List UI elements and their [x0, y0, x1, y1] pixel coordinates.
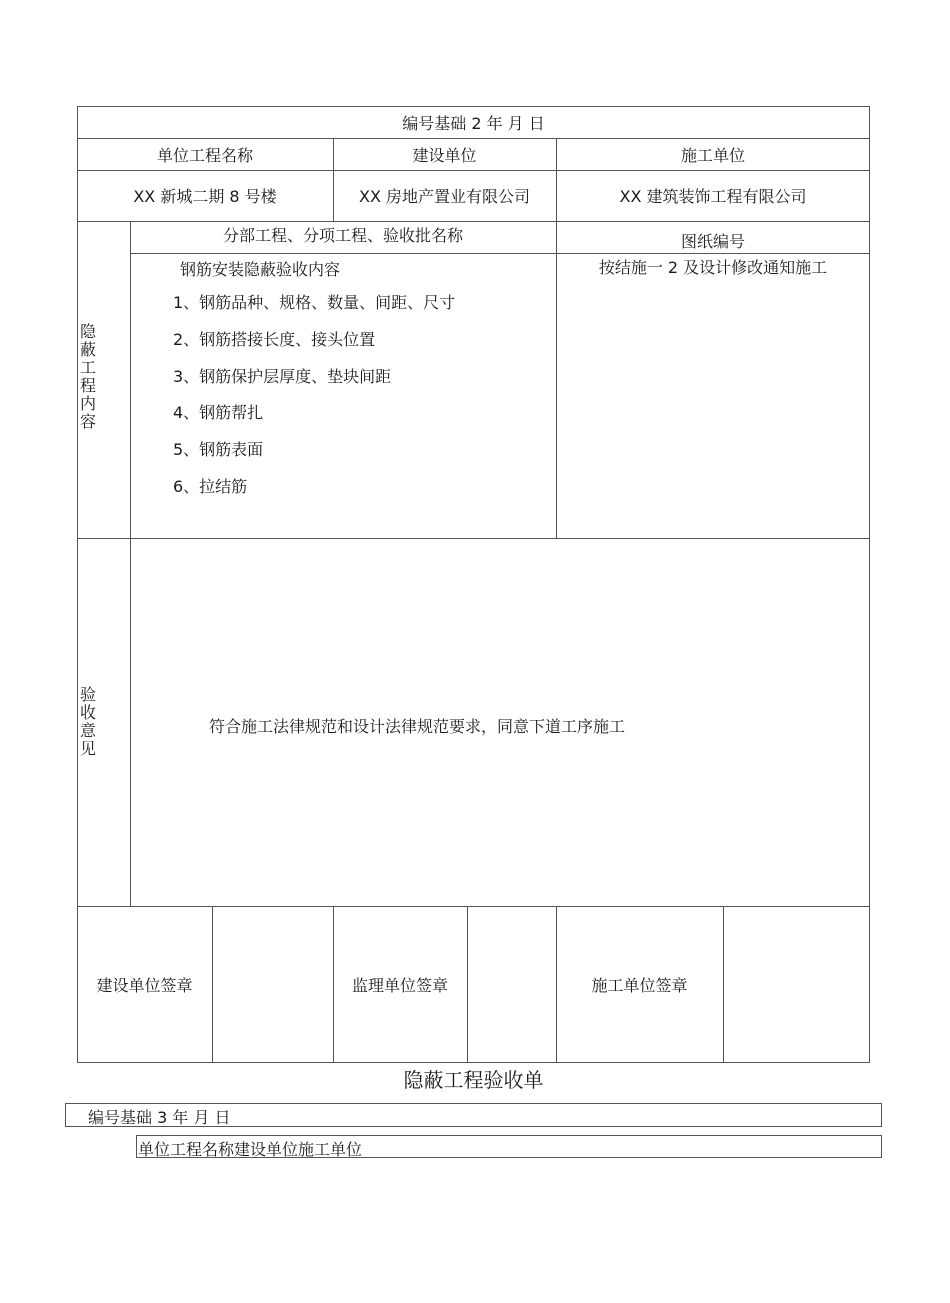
inspection-item: 4、钢筋帮扎 [173, 403, 264, 422]
form-title: 隐蔽工程验收单 [403, 1067, 544, 1092]
sub-header-item-name: 分部工程、分项工程、验收批名称 [222, 225, 463, 245]
sub-header-drawing-number: 图纸编号 [680, 231, 745, 251]
inspection-item: 6、拉结筋 [173, 477, 248, 496]
header-developer: 建设单位 [412, 145, 477, 165]
sign-label-contractor: 施工单位签章 [591, 976, 688, 995]
inspection-item-title: 钢筋安装隐蔽验收内容 [180, 260, 341, 279]
divider [77, 538, 870, 539]
sign-label-developer: 建设单位签章 [96, 976, 193, 995]
drawing-note: 按结施一 2 及设计修改通知施工 [598, 257, 828, 277]
inspection-item: 2、钢筋搭接长度、接头位置 [173, 330, 376, 349]
form2-header-line: 单位工程名称建设单位施工单位 [138, 1140, 363, 1159]
inspection-item: 3、钢筋保护层厚度、垫块间距 [173, 367, 392, 386]
header-contractor: 施工单位 [680, 145, 745, 165]
value-contractor: XX 建筑装饰工程有限公司 [619, 187, 807, 206]
form-number-line: 编号基础 2 年 月 日 [402, 113, 545, 133]
value-project-name: XX 新城二期 8 号楼 [133, 187, 277, 206]
sign-label-supervisor: 监理单位签章 [351, 976, 448, 995]
form2-number-line: 编号基础 3 年 月 日 [88, 1108, 231, 1127]
header-project-name: 单位工程名称 [156, 145, 253, 165]
inspection-item: 1、钢筋品种、规格、数量、间距、尺寸 [173, 293, 456, 312]
section-label-opinion: 验收意见 [80, 685, 97, 758]
divider [130, 221, 131, 906]
section-label-hidden-works: 隐蔽工程内容 [80, 322, 97, 431]
value-developer: XX 房地产置业有限公司 [358, 187, 530, 206]
sign-area-contractor[interactable] [724, 907, 869, 1062]
inspection-item: 5、钢筋表面 [173, 440, 264, 459]
sign-area-developer[interactable] [213, 907, 332, 1062]
sign-area-supervisor[interactable] [468, 907, 555, 1062]
opinion-text: 符合施工法律规范和设计法律规范要求，同意下道工序施工 [209, 717, 626, 736]
